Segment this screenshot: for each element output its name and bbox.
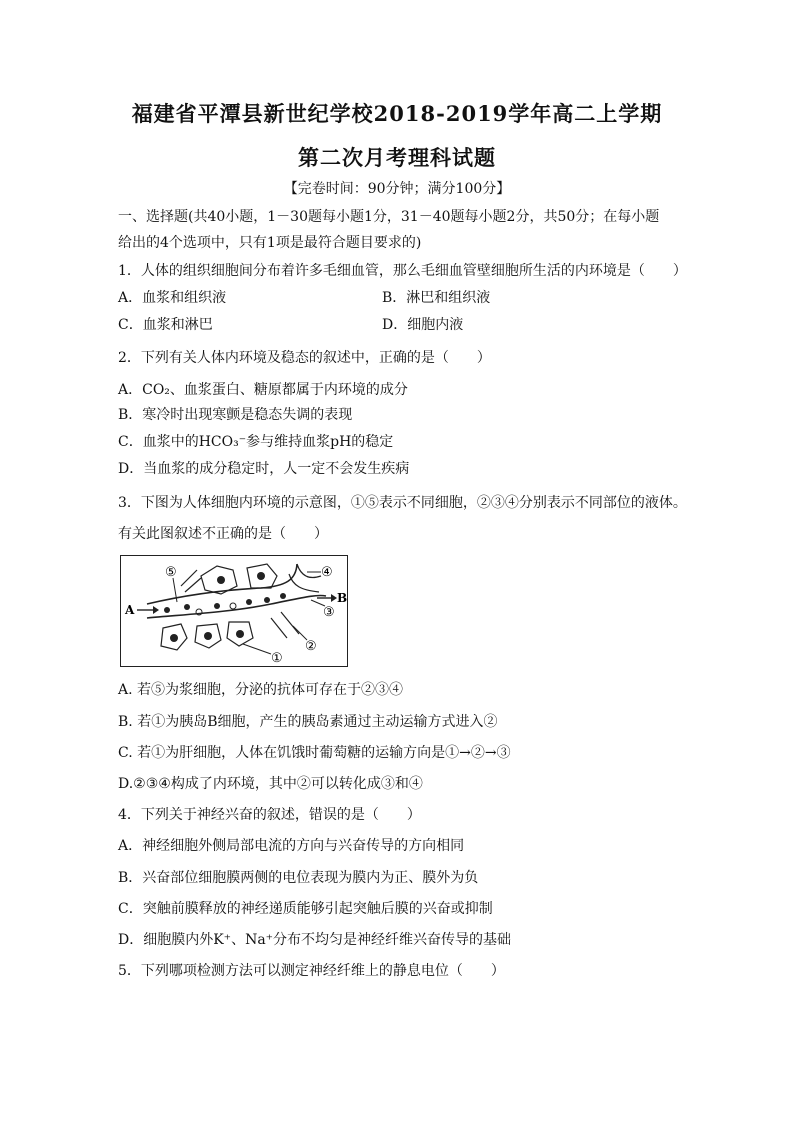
label-b: B	[337, 591, 348, 605]
question-4-option-a: A．神经细胞外侧局部电流的方向与兴奋传导的方向相同	[118, 838, 465, 854]
question-1-option-b: B．淋巴和组织液	[382, 290, 491, 306]
question-1-option-a: A．血浆和组织液	[118, 290, 227, 306]
question-3-option-b: B. 若①为胰岛B细胞，产生的胰岛素通过主动运输方式进入②	[118, 714, 498, 730]
label-3: ③	[323, 605, 335, 620]
question-2-option-d: D．当血浆的成分稳定时，人一定不会发生疾病	[118, 461, 410, 477]
question-5-stem: 5．下列哪项检测方法可以测定神经纤维上的静息电位（ ）	[118, 963, 505, 979]
question-2-option-c: C．血浆中的HCO₃⁻参与维持血浆pH的稳定	[118, 434, 394, 450]
question-2-stem: 2．下列有关人体内环境及稳态的叙述中，正确的是（ ）	[118, 350, 491, 366]
tissue-cell-top	[181, 564, 277, 594]
tissue-cell-bottom	[161, 612, 299, 650]
diagram-svg	[121, 556, 348, 667]
label-a: A	[125, 603, 135, 617]
question-1-option-d: D．细胞内液	[382, 317, 464, 333]
section-intro-line2: 给出的4个选项中，只有1项是最符合题目要求的)	[118, 235, 422, 251]
question-2-option-a: A．CO₂、血浆蛋白、糖原都属于内环境的成分	[118, 382, 408, 398]
page-title-line2: 第二次月考理科试题	[298, 145, 496, 170]
question-4-option-b: B．兴奋部位细胞膜两侧的电位表现为膜内为正、膜外为负	[118, 870, 479, 886]
internal-environment-diagram	[120, 555, 348, 667]
label-4: ④	[321, 565, 333, 580]
question-3-option-a: A. 若⑤为浆细胞，分泌的抗体可存在于②③④	[118, 682, 404, 698]
label-1: ①	[271, 651, 283, 666]
question-3-option-d: D.②③④构成了内环境，其中②可以转化成③和④	[118, 776, 423, 792]
question-3-stem-line1: 3．下图为人体细胞内环境的示意图，①⑤表示不同细胞，②③④分别表示不同部位的液体。	[118, 495, 687, 511]
question-4-option-c: C．突触前膜释放的神经递质能够引起突触后膜的兴奋或抑制	[118, 901, 493, 917]
question-1-stem: 1．人体的组织细胞间分布着许多毛细血管，那么毛细血管壁细胞所生活的内环境是（ ）	[118, 263, 687, 279]
exam-info: 【完卷时间：90分钟；满分100分】	[283, 181, 511, 197]
question-1-option-c: C．血浆和淋巴	[118, 317, 213, 333]
label-5: ⑤	[165, 565, 177, 580]
question-2-option-b: B．寒冷时出现寒颤是稳态失调的表现	[118, 407, 353, 423]
question-3-option-c: C. 若①为肝细胞，人体在饥饿时葡萄糖的运输方向是①→②→③	[118, 745, 511, 761]
page-title-line1: 福建省平潭县新世纪学校2018-2019学年高二上学期	[131, 101, 663, 126]
question-4-option-d: D．细胞膜内外K⁺、Na⁺分布不均匀是神经纤维兴奋传导的基础	[118, 932, 512, 948]
question-4-stem: 4．下列关于神经兴奋的叙述，错误的是（ ）	[118, 807, 421, 823]
section-intro-line1: 一、选择题(共40小题，1－30题每小题1分，31－40题每小题2分，共50分；在每小题	[118, 209, 660, 225]
question-3-stem-line2: 有关此图叙述不正确的是（ ）	[118, 526, 328, 542]
label-2: ②	[305, 639, 317, 654]
